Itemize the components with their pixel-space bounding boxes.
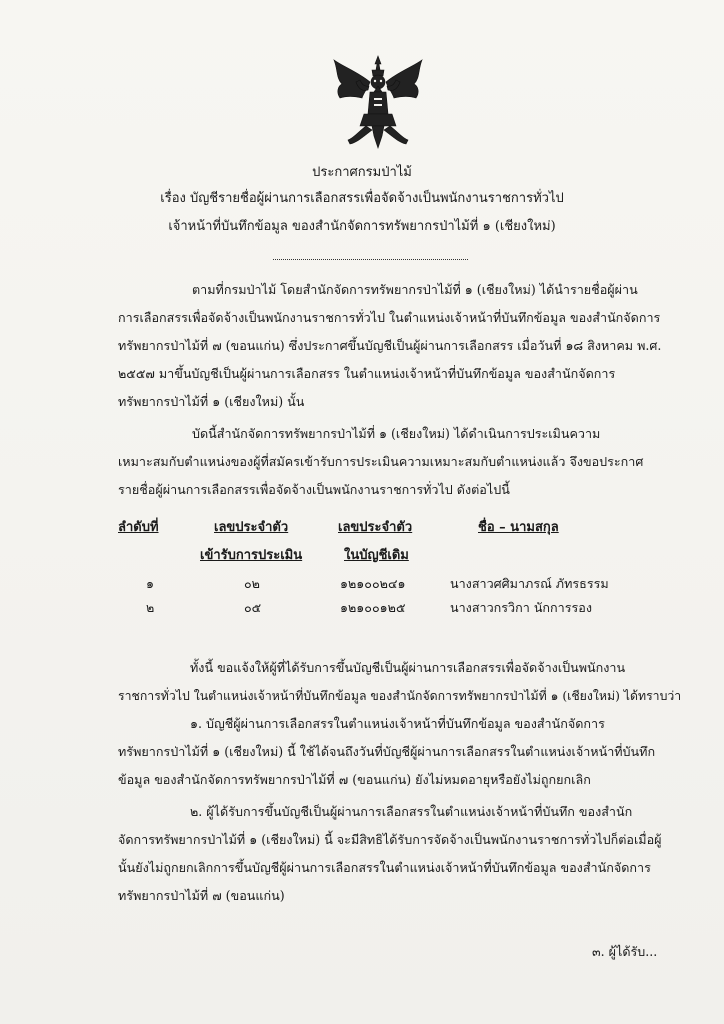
item-line: จัดการทรัพยากรป่าไม้ที่ ๑ (เชียงใหม่) นี้ จะมีสิทธิได้รับการจัดจ้างเป็นพนักงานราชการทั่วไปก็ต่อเมื่อผู้ <box>118 832 662 847</box>
item-line: ๑. บัญชีผู้ผ่านการเลือกสรรในตำแหน่งเจ้าหน้าที่บันทึกข้อมูล ของสำนักจัดการ <box>190 716 605 731</box>
body-line: รายชื่อผู้ผ่านการเลือกสรรเพื่อจัดจ้างเป็นพนักงานราชการทั่วไป ดังต่อไปนี้ <box>118 482 510 497</box>
garuda-emblem-icon <box>328 52 428 152</box>
intro-line: ๒๕๕๗ มาขึ้นบัญชีเป็นผู้ผ่านการเลือกสรร ในตำแหน่งเจ้าหน้าที่บันทึกข้อมูล ของสำนักจัดการ <box>118 366 616 381</box>
row-orig-no: ๑๒๑๐๐๑๒๕ <box>340 600 406 615</box>
row-name: นางสาวศศิมาภรณ์ ภัทรธรรม <box>450 576 609 591</box>
item-line: ทรัพยากรป่าไม้ที่ ๑ (เชียงใหม่) นี้ ใช้ได้จนถึงวันที่บัญชีผู้ผ่านการเลือกสรรในตำแหน่งเจ้าหน้าที่บันทึก <box>118 744 656 759</box>
item-line: นั้นยังไม่ถูกยกเลิกการขึ้นบัญชีผู้ผ่านการเลือกสรรในตำแหน่งเจ้าหน้าที่บันทึกข้อมูล ของสำนักจัดการ <box>118 860 651 875</box>
col-header-eval-no-sub: เข้ารับการประเมิน <box>200 548 303 563</box>
intro-line: ตามที่กรมป่าไม้ โดยสำนักจัดการทรัพยากรป่าไม้ที่ ๑ (เชียงใหม่) ได้นำรายชื่อผู้ผ่าน <box>192 282 638 297</box>
col-header-name: ชื่อ – นามสกุล <box>478 520 559 535</box>
notice-line: ราชการทั่วไป ในตำแหน่งเจ้าหน้าที่บันทึกข้อมูล ของสำนักจัดการทรัพยากรป่าไม้ที่ ๑ (เชียงใหม่) ได้ทราบว่า <box>118 689 682 703</box>
body-line: บัดนี้สำนักจัดการทรัพยากรป่าไม้ที่ ๑ (เชียงใหม่) ได้ดำเนินการประเมินความ <box>192 426 601 441</box>
col-header-orig-no-sub: ในบัญชีเดิม <box>344 548 409 563</box>
row-orig-no: ๑๒๑๐๐๒๔๑ <box>340 576 406 591</box>
intro-line: การเลือกสรรเพื่อจัดจ้างเป็นพนักงานราชการทั่วไป ในตำแหน่งเจ้าหน้าที่บันทึกข้อมูล ของสำนักจัดการ <box>118 310 661 325</box>
col-header-orig-no: เลขประจำตัว <box>338 520 413 535</box>
announcement-subject: เรื่อง บัญชีรายชื่อผู้ผ่านการเลือกสรรเพื่อจัดจ้างเป็นพนักงานราชการทั่วไป <box>160 191 564 206</box>
col-header-order: ลำดับที่ <box>118 520 159 535</box>
row-eval-no: ๐๒ <box>244 576 260 591</box>
row-name: นางสาวกรวิกา นักการรอง <box>450 600 592 615</box>
body-line: เหมาะสมกับตำแหน่งของผู้ที่สมัครเข้ารับการประเมินความเหมาะสมกับตำแหน่งแล้ว จึงขอประกาศ <box>118 454 644 469</box>
notice-line: ทั้งนี้ ขอแจ้งให้ผู้ที่ได้รับการขึ้นบัญชีเป็นผู้ผ่านการเลือกสรรเพื่อจัดจ้างเป็นพนักงาน <box>190 660 626 675</box>
divider <box>273 259 468 260</box>
intro-line: ทรัพยากรป่าไม้ที่ ๗ (ขอนแก่น) ซึ่งประกาศขึ้นบัญชีเป็นผู้ผ่านการเลือกสรร เมื่อวันที่ ๑๘ สิงหาคม พ.ศ. <box>118 338 662 353</box>
row-order: ๑ <box>146 576 154 591</box>
item-line: ๒. ผู้ได้รับการขึ้นบัญชีเป็นผู้ผ่านการเลือกสรรในตำแหน่งเจ้าหน้าที่บันทึก ของสำนัก <box>190 804 633 819</box>
row-eval-no: ๐๕ <box>244 600 262 615</box>
announcement-org: ประกาศกรมป่าไม้ <box>312 165 412 180</box>
item-line: ข้อมูล ของสำนักจัดการทรัพยากรป่าไม้ที่ ๗ (ขอนแก่น) ยังไม่หมดอายุหรือยังไม่ถูกยกเลิก <box>118 772 591 787</box>
row-order: ๒ <box>146 600 155 615</box>
announcement-position: เจ้าหน้าที่บันทึกข้อมูล ของสำนักจัดการทรัพยากรป่าไม้ที่ ๑ (เชียงใหม่) <box>168 219 556 234</box>
item-line: ทรัพยากรป่าไม้ที่ ๗ (ขอนแก่น) <box>118 888 285 903</box>
continuation-text: ๓. ผู้ได้รับ... <box>592 944 658 959</box>
col-header-eval-no: เลขประจำตัว <box>214 520 289 535</box>
intro-line: ทรัพยากรป่าไม้ที่ ๑ (เชียงใหม่) นั้น <box>118 394 305 409</box>
